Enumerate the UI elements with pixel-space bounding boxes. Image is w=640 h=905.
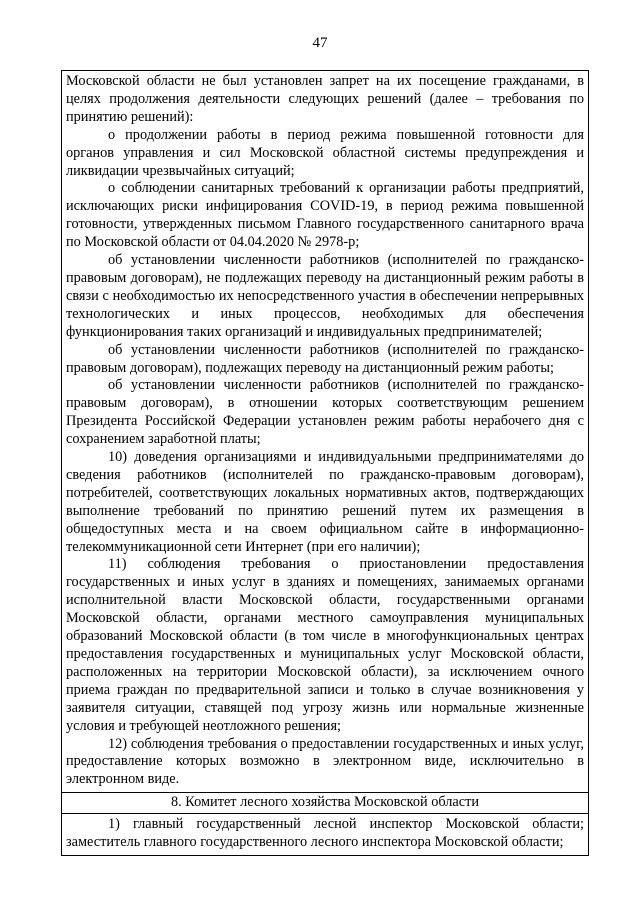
paragraph: об установлении численности работников (исполнителей по гражданско-правовым договорам), не подлежащих переводу на дистанционный режим работы в связи с необходимостью их непосредственного участия в обеспечении непрерывных технологических и иных процессов, необходимых для обеспечения функционирования таких организаций и индивидуальных предпринимателей; <box>66 252 584 340</box>
paragraph: об установлении численности работников (исполнителей по гражданско-правовым договорам), в отношении которых соответствующим решением Президента Российской Федерации установлен режим работы нерабочего дня с сохранением заработной платы; <box>66 377 584 448</box>
document-table <box>61 70 589 856</box>
paragraph: 1) главный государственный лесной инспектор Московской области; заместитель главного государственного лесного инспектора Московской области; <box>66 816 584 851</box>
table-row <box>62 814 589 856</box>
paragraph: об установлении численности работников (исполнителей по гражданско-правовым договорам), подлежащих переводу на дистанционный режим работы; <box>66 341 584 376</box>
table-cell-text-block <box>62 814 589 856</box>
paragraph: Московской области не был установлен запрет на их посещение гражданами, в целях продолжения деятельности следующих решений (далее – требования по принятию решений): <box>66 73 584 125</box>
paragraph: 12) соблюдения требования о предоставлении государственных и иных услуг, предоставление которых возможно в электронном виде, исключительно в электронном виде. <box>66 735 584 788</box>
paragraph: о соблюдении санитарных требований к организации работы предприятий, исключающих риски инфицирования COVID-19, в период режима повышенной готовности, утвержденных письмом Главного государственного санитарного врача по Московской области от 04.04.2020 № 2978-р; <box>66 180 584 251</box>
table-row <box>62 71 589 793</box>
table-row <box>62 793 589 814</box>
table-cell-text-block <box>62 71 589 793</box>
section-heading: 8. Комитет лесного хозяйства Московской области <box>62 793 589 814</box>
page-number: 47 <box>312 35 328 51</box>
paragraph: о продолжении работы в период режима повышенной готовности для органов управления и сил Московской областной системы предупреждения и ликвидации чрезвычайных ситуаций; <box>66 126 584 179</box>
paragraph: 11) соблюдения требования о приостановлении предоставления государственных и иных услуг в зданиях и помещениях, занимаемых органами исполнительной власти Московской области, государственными органами Московской области, органами местного самоуправления муниципальных образований Московской области (в том числе в многофункциональных центрах предоставления государственных и муниципальных услуг Московской области, расположенных на территории Московской области), за исключением очного приема граждан по предварительной записи и только в случае возникновения у заявителя ситуации, ставящей под угрозу жизнь или нормальные жизненные условия и требующей неотложного решения; <box>66 556 584 734</box>
paragraph: 10) доведения организациями и индивидуальными предпринимателями до сведения работников (исполнителей по гражданско-правовым договорам), потребителей, соответствующих локальных нормативных актов, подтверждающих выполнение требований по принятию решений путем их размещения в общедоступных места и на своем официальном сайте в информационно-телекоммуникационной сети Интернет (при его наличии); <box>66 449 584 555</box>
